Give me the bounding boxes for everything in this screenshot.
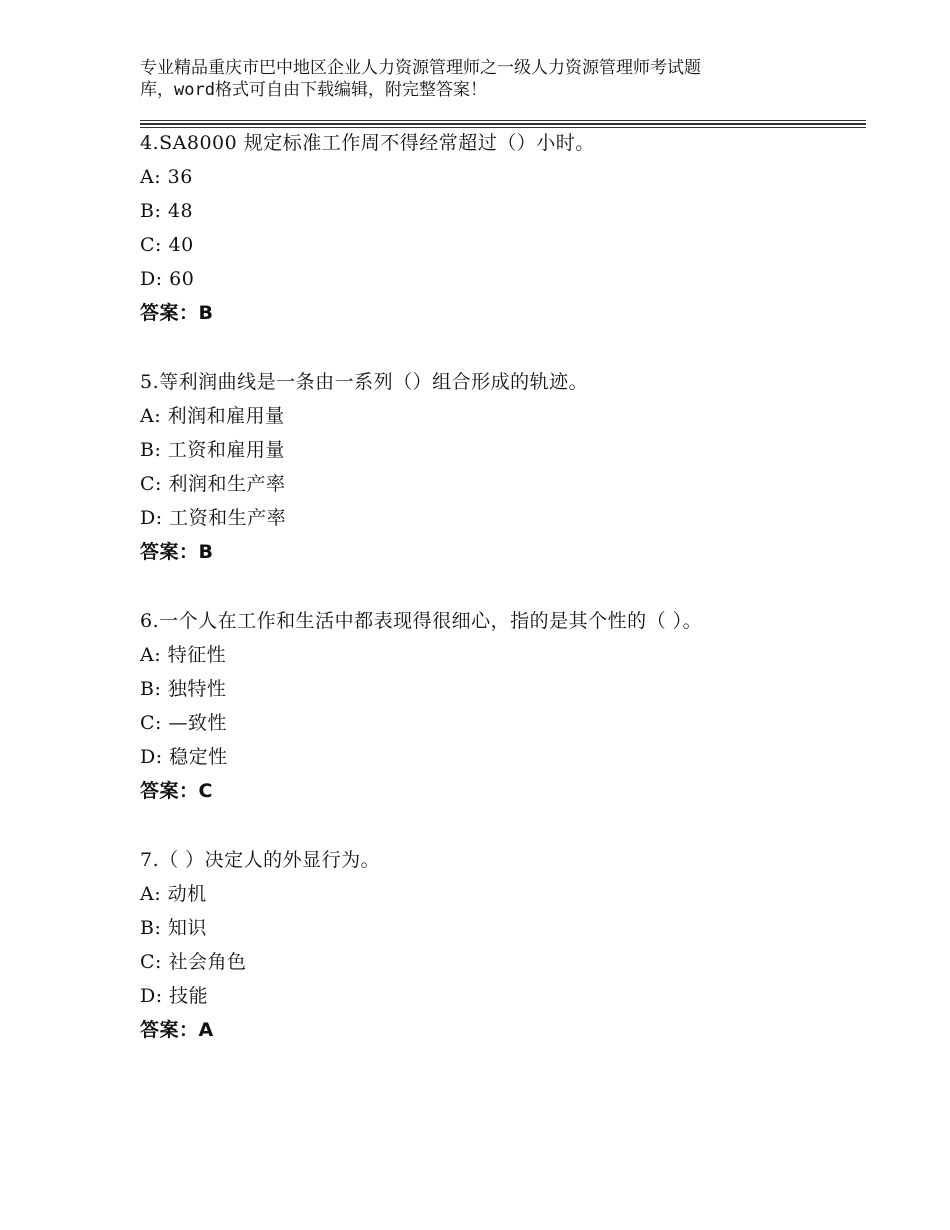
option-d: D: 工资和生产率 xyxy=(140,507,287,529)
option-a: A: 动机 xyxy=(140,883,207,905)
option-c: C: —致性 xyxy=(140,712,227,734)
answer-label: 答案：A xyxy=(140,1019,214,1041)
option-c: C: 利润和生产率 xyxy=(140,473,286,495)
option-c: C: 40 xyxy=(140,234,194,256)
question-stem: 5.等利润曲线是一条由一系列（）组合形成的轨迹。 xyxy=(140,371,589,393)
header-divider-top xyxy=(140,120,866,121)
option-b: B: 独特性 xyxy=(140,678,227,700)
option-b: B: 知识 xyxy=(140,917,207,939)
option-d: D: 60 xyxy=(140,268,195,290)
option-c: C: 社会角色 xyxy=(140,951,247,973)
question-block-6 xyxy=(140,604,866,808)
answer-label: 答案：B xyxy=(140,541,214,563)
option-b: B: 48 xyxy=(140,200,194,222)
question-block-7 xyxy=(140,843,866,1047)
header-line-2: 库，word格式可自由下载编辑，附完整答案！ xyxy=(140,80,487,100)
question-stem: 6.一个人在工作和生活中都表现得很细心，指的是其个性的（ ）。 xyxy=(140,610,703,632)
option-a: A: 利润和雇用量 xyxy=(140,405,285,427)
option-a: A: 36 xyxy=(140,166,193,188)
header-line-1: 专业精品重庆市巴中地区企业人力资源管理师之一级人力资源管理师考试题 xyxy=(140,58,701,78)
document-header xyxy=(140,57,780,101)
question-stem: 4.SA8000 规定标准工作周不得经常超过（）小时。 xyxy=(140,132,595,154)
question-stem: 7.（ ）决定人的外显行为。 xyxy=(140,849,381,871)
question-block-5 xyxy=(140,365,866,569)
answer-label: 答案：B xyxy=(140,302,214,324)
answer-label: 答案：C xyxy=(140,780,213,802)
option-d: D: 技能 xyxy=(140,985,209,1007)
option-d: D: 稳定性 xyxy=(140,746,228,768)
option-a: A: 特征性 xyxy=(140,644,227,666)
option-b: B: 工资和雇用量 xyxy=(140,439,285,461)
question-block-4 xyxy=(140,126,866,330)
header-divider-middle xyxy=(140,123,866,125)
